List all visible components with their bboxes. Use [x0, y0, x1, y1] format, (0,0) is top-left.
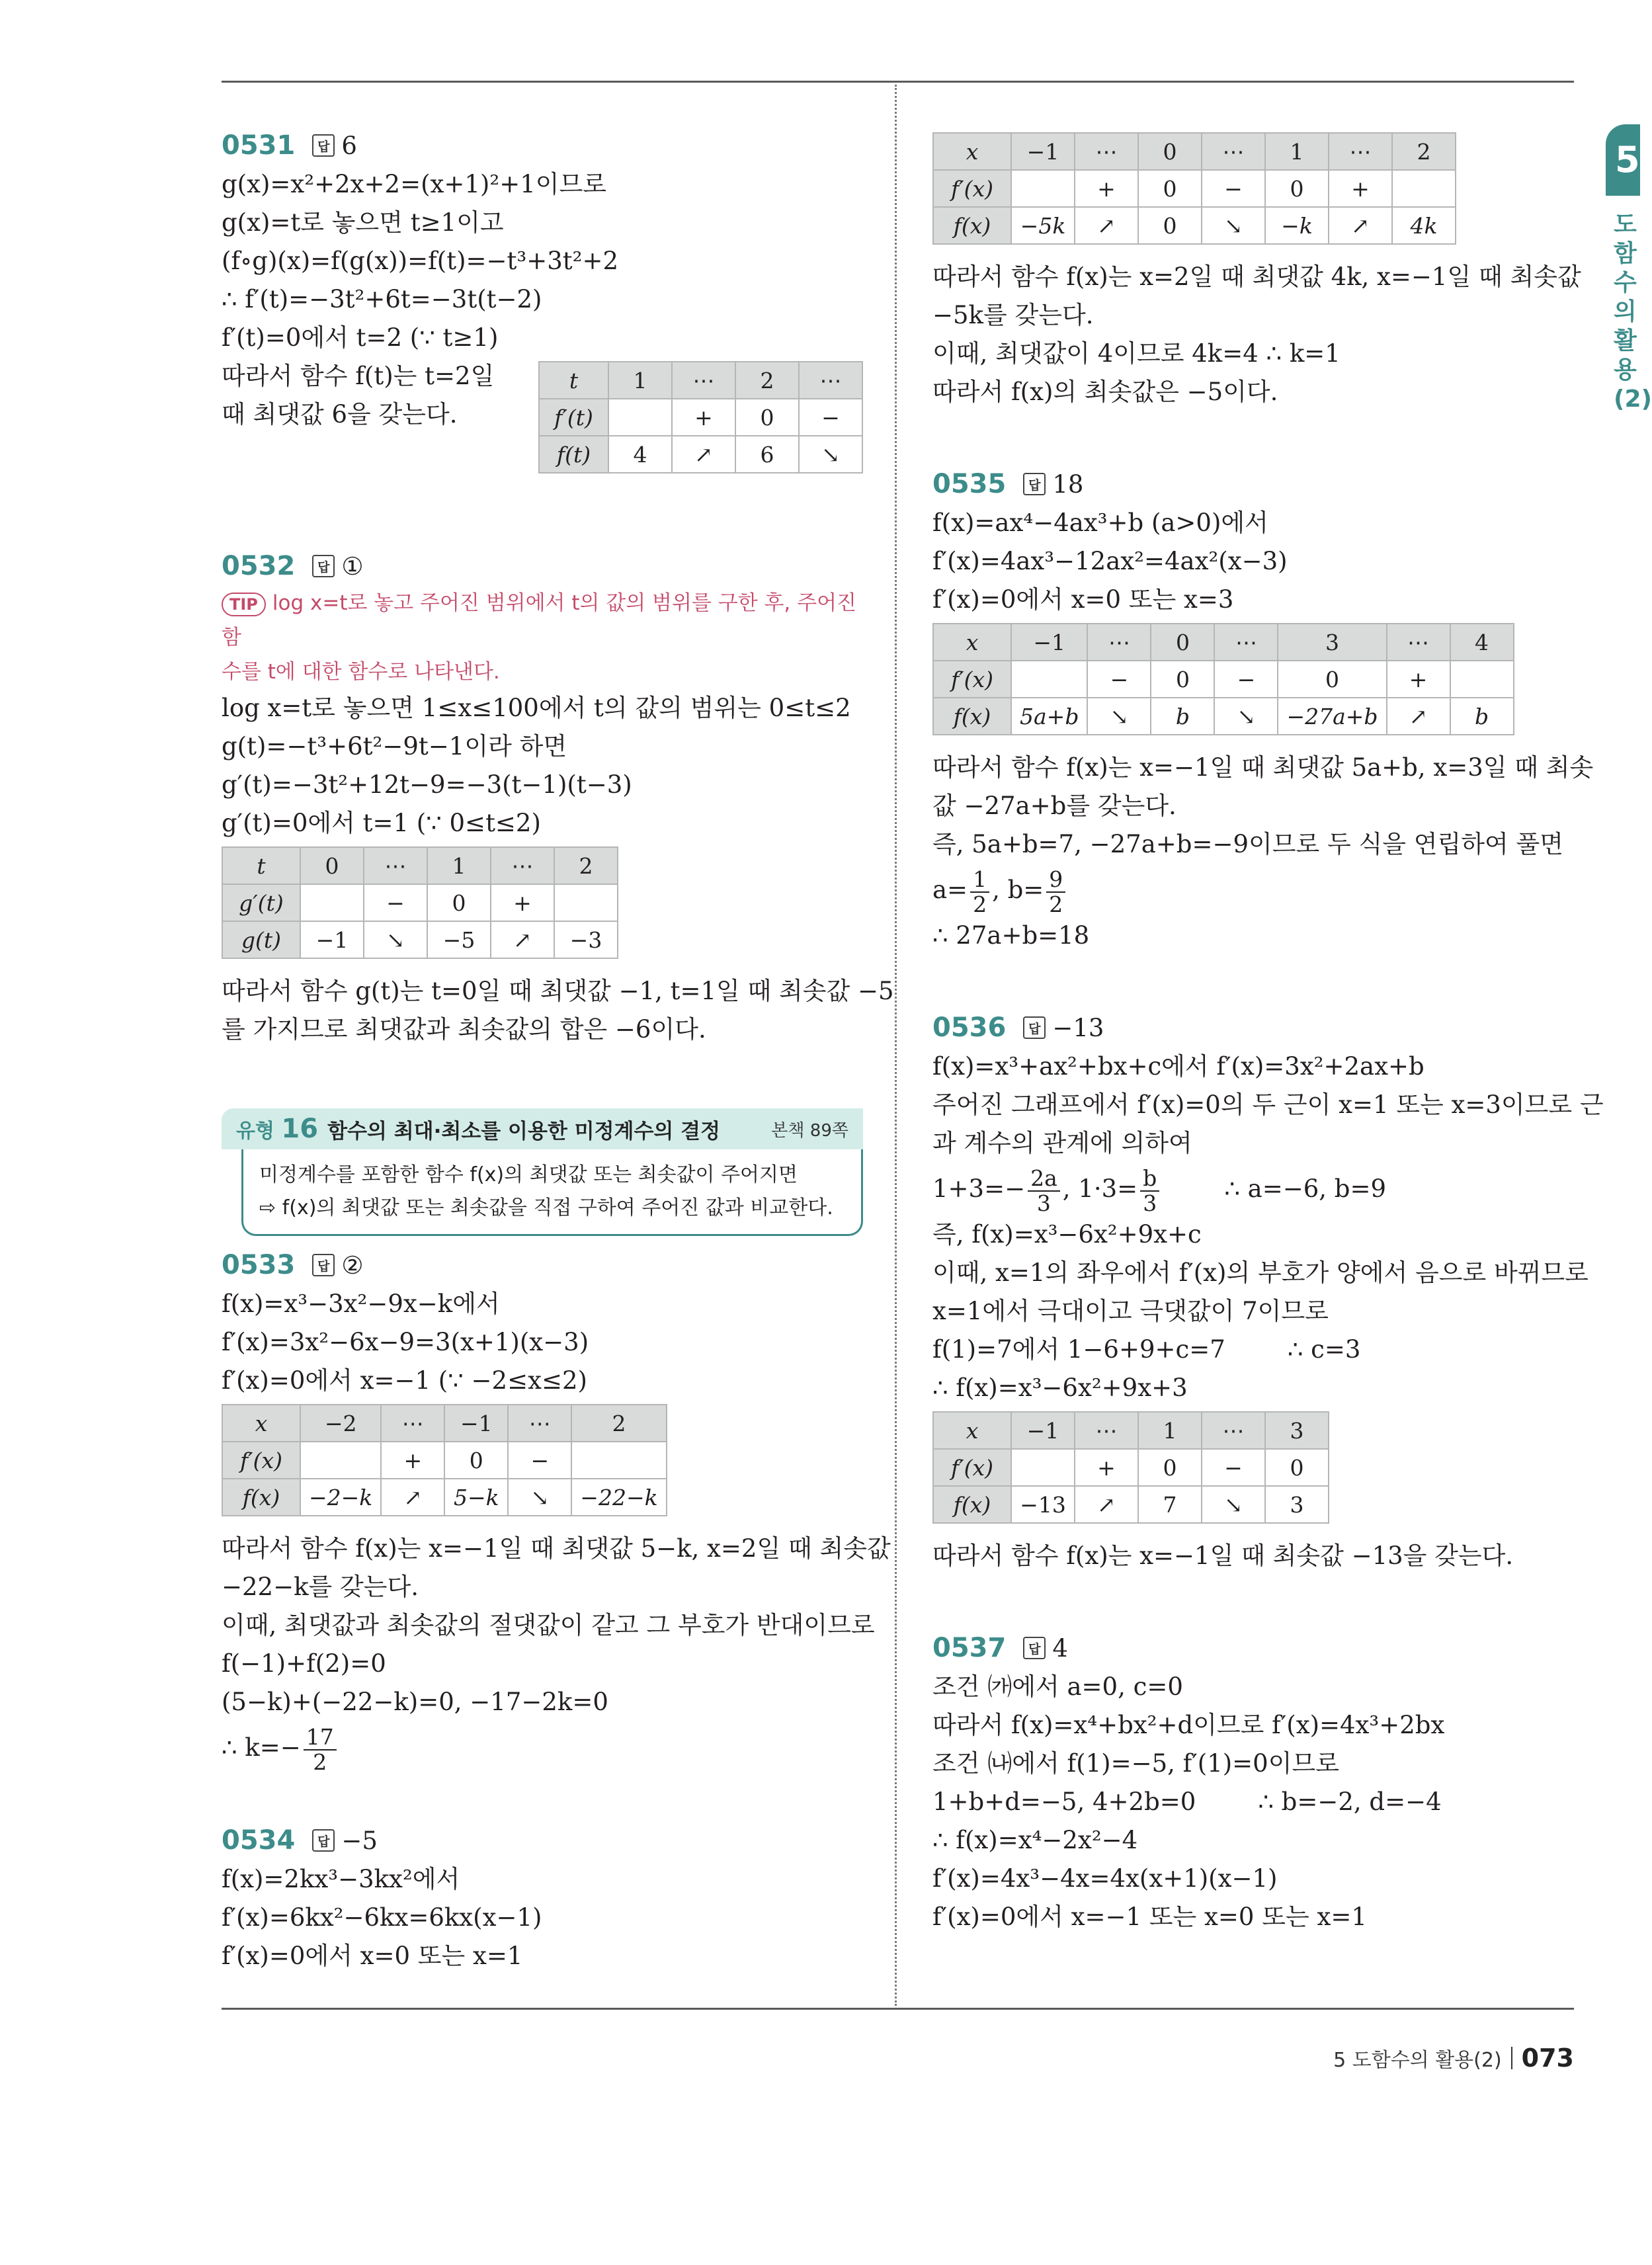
conclusion-line: 따라서 함수 f(x)는 x=−1일 때 최솟값 −13을 갖는다. — [932, 1542, 1514, 1570]
table-cell: f′(x) — [933, 1449, 1011, 1486]
table-cell: −3 — [554, 921, 618, 958]
table-cell — [608, 399, 672, 436]
table-cell: ↘ — [1202, 207, 1265, 244]
table-header-row — [933, 133, 1456, 170]
table-cell: ↗ — [1329, 207, 1392, 244]
problem-0531 — [222, 126, 863, 487]
final-answer-line: ∴ k=− $\frac{17}{2}$ — [222, 1721, 863, 1774]
problem-number: 0537 — [932, 1633, 1007, 1663]
table-cell: − — [799, 399, 862, 436]
table-cell: b — [1450, 698, 1514, 735]
right-column — [932, 132, 1604, 1936]
table-cell: + — [672, 399, 735, 436]
answer — [1023, 1634, 1068, 1663]
increase-decrease-table — [222, 846, 618, 959]
conclusion-line: −22−k를 갖는다. — [222, 1573, 419, 1601]
table-cell: + — [491, 884, 554, 921]
solution-line: g(t)=−t³+6t²−9t−1이라 하면 — [222, 732, 567, 761]
problem-0533 — [222, 1245, 891, 1775]
summary-line: 미정계수를 포함한 함수 f(x)의 최댓값 또는 최솟값이 주어지면 — [259, 1163, 798, 1186]
table-cell: −1 — [300, 921, 364, 958]
table-cell: g(t) — [222, 921, 300, 958]
table-cell: x — [933, 624, 1011, 661]
conclusion-line: 즉, 5a+b=7, −27a+b=−9이므로 두 식을 연립하여 풀면 — [932, 830, 1563, 858]
final-answer-line: ∴ 27a+b=18 — [932, 921, 1090, 950]
table-cell: f′(x) — [222, 1442, 300, 1479]
table-row — [539, 399, 862, 436]
table-cell: ↗ — [1075, 1486, 1138, 1523]
table-row — [539, 436, 862, 473]
table-cell: 0 — [300, 847, 364, 884]
table-cell: −5 — [427, 921, 491, 958]
table-header-row — [933, 624, 1514, 661]
table-cell: 2 — [1392, 133, 1456, 170]
solution-line: f(x)=2kx³−3kx²에서 — [222, 1865, 460, 1893]
table-cell: f(x) — [933, 698, 1011, 735]
solution-line: ∴ f(x)=x⁴−2x²−4 — [932, 1826, 1138, 1854]
conclusion-line: 따라서 함수 f(x)는 x=−1일 때 최댓값 5a+b, x=3일 때 최솟 — [932, 753, 1594, 782]
table-cell: x — [933, 1412, 1011, 1449]
column-divider — [895, 85, 897, 2006]
table-cell: −2 — [300, 1405, 381, 1442]
page-footer — [1333, 2043, 1574, 2073]
table-cell: t — [539, 362, 608, 399]
table-cell: + — [1075, 1449, 1138, 1486]
table-cell — [1011, 661, 1087, 698]
table-cell: 2 — [735, 362, 799, 399]
solution-line: f(x)=x³+ax²+bx+c에서 f′(x)=3x²+2ax+b — [932, 1052, 1425, 1081]
table-cell: ↗ — [1075, 207, 1138, 244]
type-summary-box — [241, 1149, 863, 1236]
table-cell: 0 — [427, 884, 491, 921]
table-cell: ⋯ — [799, 362, 862, 399]
answer-value: −5 — [341, 1826, 378, 1855]
answer — [1023, 470, 1083, 499]
table-cell: ↘ — [1087, 698, 1151, 735]
solution-line: 즉, f(x)=x³−6x²+9x+c — [932, 1220, 1202, 1249]
chapter-tab: 5 — [1606, 124, 1640, 196]
solution-line: f′(x)=0에서 x=0 또는 x=3 — [932, 585, 1234, 614]
table-cell — [300, 884, 364, 921]
table-cell: f′(x) — [933, 170, 1011, 207]
table-cell: ⋯ — [1202, 1412, 1265, 1449]
left-column — [222, 126, 894, 1975]
table-cell — [554, 884, 618, 921]
solution-line: f(x)=ax⁴−4ax³+b (a>0)에서 — [932, 509, 1268, 537]
answer-icon: 답 — [1023, 1637, 1046, 1659]
solution-line: f′(x)=6kx²−6kx=6kx(x−1) — [222, 1903, 542, 1932]
table-cell: ⋯ — [1075, 1412, 1138, 1449]
table-cell: 0 — [1278, 661, 1386, 698]
table-cell — [1011, 1449, 1075, 1486]
solution-line: 이때, x=1의 좌우에서 f′(x)의 부호가 양에서 음으로 바뀌므로 — [932, 1258, 1589, 1287]
chapter-side-title: 도함수의 활용(2) — [1614, 211, 1652, 413]
solution-line: f′(x)=3x²−6x−9=3(x+1)(x−3) — [222, 1328, 589, 1356]
table-cell: −13 — [1011, 1486, 1075, 1523]
table-cell: −1 — [1011, 1412, 1075, 1449]
table-cell: 4 — [1450, 624, 1514, 661]
problem-0532 — [222, 546, 894, 1049]
table-row — [222, 921, 618, 958]
answer — [312, 132, 357, 160]
solution-line: 조건 ㈎에서 a=0, c=0 — [932, 1672, 1183, 1701]
table-cell: − — [1214, 661, 1278, 698]
table-cell: + — [1387, 661, 1450, 698]
type-title: 함수의 최대·최소를 이용한 미정계수의 결정 — [327, 1119, 721, 1143]
tip-text: 수를 t에 대한 함수로 나타낸다. — [222, 660, 500, 684]
answer-value: 6 — [341, 131, 357, 160]
answer-value: −13 — [1052, 1013, 1104, 1042]
table-cell: − — [1202, 1449, 1265, 1486]
conclusion-line: 를 가지므로 최댓값과 최솟값의 합은 −6이다. — [222, 1015, 706, 1044]
tip-line — [222, 586, 863, 655]
table-cell: 2 — [554, 847, 618, 884]
table-cell: f(t) — [539, 436, 608, 473]
table-cell — [571, 1442, 666, 1479]
table-cell: f′(t) — [539, 399, 608, 436]
table-cell: −1 — [1011, 133, 1075, 170]
table-cell: ↘ — [508, 1479, 571, 1516]
conclusion-line: 이때, 최댓값이 4이므로 4k=4 ∴ k=1 — [932, 339, 1341, 368]
increase-decrease-table — [222, 1404, 667, 1516]
table-cell: −27a+b — [1278, 698, 1386, 735]
type-header — [222, 1108, 863, 1149]
table-cell: t — [222, 847, 300, 884]
problem-number: 0531 — [222, 130, 296, 161]
tip-text: log x=t로 놓고 주어진 범위에서 t의 값의 범위를 구한 후, 주어진 함 — [222, 591, 856, 649]
conclusion-line: 따라서 함수 f(t)는 t=2일 — [222, 362, 495, 390]
type-label: 유형 16 — [236, 1114, 319, 1144]
conclusion-line: (5−k)+(−22−k)=0, −17−2k=0 — [222, 1688, 608, 1716]
table-cell: − — [364, 884, 427, 921]
increase-decrease-table — [932, 623, 1514, 735]
table-cell: 1 — [1265, 133, 1329, 170]
solution-line: (f∘g)(x)=f(g(x))=f(t)=−t³+3t²+2 — [222, 247, 619, 275]
table-cell: 0 — [1151, 661, 1214, 698]
answer-icon: 답 — [312, 134, 335, 157]
summary-line: ⇨ f(x)의 최댓값 또는 최솟값을 직접 구하여 주어진 값과 비교한다. — [259, 1196, 833, 1219]
answer-value: ① — [341, 552, 364, 581]
answer-icon: 답 — [312, 555, 335, 577]
type-16-section — [222, 1108, 863, 1236]
table-cell: ⋯ — [364, 847, 427, 884]
table-row — [933, 170, 1456, 207]
solution-line: f′(x)=0에서 x=−1 또는 x=0 또는 x=1 — [932, 1903, 1367, 1931]
answer-value: 4 — [1052, 1633, 1068, 1663]
table-row — [933, 661, 1514, 698]
solution-line: log x=t로 놓으면 1≤x≤100에서 t의 값의 범위는 0≤t≤2 — [222, 694, 851, 722]
solution-line: g(x)=x²+2x+2=(x+1)²+1이므로 — [222, 170, 606, 198]
table-cell: 0 — [1138, 133, 1202, 170]
table-cell: 0 — [1151, 624, 1214, 661]
table-cell: 6 — [735, 436, 799, 473]
problem-number: 0533 — [222, 1250, 296, 1280]
conclusion-line: 따라서 함수 f(x)는 x=−1일 때 최댓값 5−k, x=2일 때 최솟값 — [222, 1534, 891, 1563]
solution-line: g′(t)=0에서 t=1 (∵ 0≤t≤2) — [222, 809, 541, 837]
tip-badge: TIP — [222, 593, 266, 616]
table-cell: 1 — [427, 847, 491, 884]
table-cell: + — [1075, 170, 1138, 207]
table-cell: 4k — [1392, 207, 1456, 244]
table-cell: + — [1329, 170, 1392, 207]
table-row — [222, 884, 618, 921]
table-cell: ↘ — [1202, 1486, 1265, 1523]
root-coefficient-line: 1+3=− $\frac{2a}{3}$ , 1·3= $\frac{b}{3}$ ∴ a=−6, b=9 — [932, 1165, 1387, 1216]
top-rule — [222, 81, 1574, 83]
table-cell: 0 — [1265, 170, 1329, 207]
conclusion-line: f(−1)+f(2)=0 — [222, 1649, 386, 1678]
solution-line: f′(t)=0에서 t=2 (∵ t≥1) — [222, 323, 499, 352]
table-cell: ↘ — [1214, 698, 1278, 735]
solution-line: f′(x)=4ax³−12ax²=4ax²(x−3) — [932, 547, 1288, 575]
answer-icon: 답 — [312, 1254, 335, 1276]
table-cell: 0 — [444, 1442, 508, 1479]
table-cell: ⋯ — [491, 847, 554, 884]
table-cell: 3 — [1265, 1486, 1329, 1523]
table-cell: 3 — [1278, 624, 1386, 661]
table-cell: 1 — [1138, 1412, 1202, 1449]
table-row — [933, 698, 1514, 735]
table-cell: x — [222, 1405, 300, 1442]
table-cell: ↗ — [491, 921, 554, 958]
table-cell: −k — [1265, 207, 1329, 244]
table-cell: ⋯ — [381, 1405, 444, 1442]
table-cell: 2 — [571, 1405, 666, 1442]
table-cell: −1 — [1011, 624, 1087, 661]
table-cell: 3 — [1265, 1412, 1329, 1449]
table-cell: 4 — [608, 436, 672, 473]
table-row — [222, 1442, 667, 1479]
table-cell: −5k — [1011, 207, 1075, 244]
answer-icon: 답 — [312, 1829, 335, 1852]
table-cell: 5−k — [444, 1479, 508, 1516]
table-row — [933, 1449, 1329, 1486]
table-cell — [300, 1442, 381, 1479]
solution-line: 따라서 f(x)=x⁴+bx²+d이므로 f′(x)=4x³+2bx — [932, 1711, 1445, 1739]
conclusion-line: 따라서 f(x)의 최솟값은 −5이다. — [932, 378, 1278, 406]
increase-decrease-table — [932, 1411, 1329, 1524]
conclusion-line: 따라서 함수 f(x)는 x=2일 때 최댓값 4k, x=−1일 때 최솟값 — [932, 263, 1581, 291]
answer-icon: 답 — [1023, 473, 1046, 495]
table-cell: −22−k — [571, 1479, 666, 1516]
problem-0536 — [932, 1008, 1604, 1575]
problem-0534 — [222, 1821, 863, 1975]
problem-0535 — [932, 464, 1594, 955]
answer — [312, 552, 363, 581]
table-cell: 0 — [1138, 170, 1202, 207]
table-cell: −1 — [444, 1405, 508, 1442]
table-row — [222, 1479, 667, 1516]
table-cell: − — [508, 1442, 571, 1479]
table-cell: 7 — [1138, 1486, 1202, 1523]
table-cell: b — [1151, 698, 1214, 735]
conclusion-line: 이때, 최댓값과 최솟값의 절댓값이 같고 그 부호가 반대이므로 — [222, 1611, 875, 1639]
table-cell: ⋯ — [508, 1405, 571, 1442]
bottom-rule — [222, 2008, 1574, 2010]
solution-line: f′(x)=4x³−4x=4x(x+1)(x−1) — [932, 1864, 1278, 1893]
solution-line: ∴ f(x)=x³−6x²+9x+3 — [932, 1374, 1188, 1402]
answer-icon: 답 — [1023, 1016, 1046, 1039]
table-cell: f(x) — [222, 1479, 300, 1516]
problem-number: 0532 — [222, 551, 296, 581]
increase-decrease-table — [538, 361, 863, 474]
table-cell: ⋯ — [1075, 133, 1138, 170]
table-cell: g′(t) — [222, 884, 300, 921]
table-cell: 5a+b — [1011, 698, 1087, 735]
table-cell: ↗ — [672, 436, 735, 473]
table-cell: ↗ — [381, 1479, 444, 1516]
conclusion-line: 따라서 함수 g(t)는 t=0일 때 최댓값 −1, t=1일 때 최솟값 −5 — [222, 977, 894, 1005]
answer — [1023, 1014, 1104, 1042]
solution-line: f(x)=x³−3x²−9x−k에서 — [222, 1290, 500, 1318]
table-header-row — [933, 1412, 1329, 1449]
solution-line: f′(x)=0에서 x=−1 (∵ −2≤x≤2) — [222, 1366, 587, 1395]
problem-0537 — [932, 1628, 1574, 1936]
table-cell: ↗ — [1387, 698, 1450, 735]
table-cell — [1450, 661, 1514, 698]
table-cell: ↘ — [799, 436, 862, 473]
table-row — [933, 1486, 1329, 1523]
conclusion-line: 때 최댓값 6을 갖는다. — [222, 400, 458, 429]
table-cell: 0 — [1138, 1449, 1202, 1486]
table-cell: ⋯ — [1214, 624, 1278, 661]
table-cell: ⋯ — [1329, 133, 1392, 170]
table-cell: ⋯ — [1202, 133, 1265, 170]
table-row — [933, 207, 1456, 244]
table-cell — [1011, 170, 1075, 207]
table-cell: 0 — [735, 399, 799, 436]
page-number: 073 — [1521, 2043, 1574, 2073]
solution-line: f(1)=7에서 1−6+9+c=7 ∴ c=3 — [932, 1335, 1361, 1364]
conclusion-line: −5k를 갖는다. — [932, 301, 1094, 329]
solution-line: 주어진 그래프에서 f′(x)=0의 두 근이 x=1 또는 x=3이므로 근 — [932, 1091, 1604, 1119]
solution-line: f′(x)=0에서 x=0 또는 x=1 — [222, 1942, 523, 1970]
answer — [312, 1827, 378, 1855]
table-cell: 0 — [1265, 1449, 1329, 1486]
solution-line: 과 계수의 관계에 의하여 — [932, 1129, 1192, 1157]
table-cell: −2−k — [300, 1479, 381, 1516]
table-cell: f(x) — [933, 207, 1011, 244]
answer-value: 18 — [1052, 470, 1084, 499]
problem-number: 0534 — [222, 1825, 296, 1856]
table-cell: 0 — [1138, 207, 1202, 244]
footer-chapter: 5 도함수의 활용(2) — [1333, 2049, 1502, 2072]
table-cell: ⋯ — [1087, 624, 1151, 661]
table-cell: f′(x) — [933, 661, 1011, 698]
footer-separator — [1511, 2047, 1512, 2069]
solution-line: 1+b+d=−5, 4+2b=0 ∴ b=−2, d=−4 — [932, 1788, 1442, 1816]
answer — [312, 1251, 363, 1280]
problem-0534-continued — [932, 132, 1581, 411]
table-cell: − — [1087, 661, 1151, 698]
table-cell: f(x) — [933, 1486, 1011, 1523]
solution-values-line: a= $\frac{1}{2}$ , b= $\frac{9}{2}$ — [932, 864, 1574, 917]
table-header-row — [539, 362, 862, 399]
table-cell: + — [381, 1442, 444, 1479]
table-cell: ⋯ — [672, 362, 735, 399]
table-cell: − — [1202, 170, 1265, 207]
problem-number: 0536 — [932, 1012, 1007, 1043]
table-header-row — [222, 1405, 667, 1442]
table-cell: ⋯ — [1387, 624, 1450, 661]
solution-line: ∴ f′(t)=−3t²+6t=−3t(t−2) — [222, 285, 542, 313]
solution-line: g(x)=t로 놓으면 t≥1이고 — [222, 208, 504, 237]
solution-line: x=1에서 극대이고 극댓값이 7이므로 — [932, 1297, 1329, 1325]
table-header-row — [222, 847, 618, 884]
answer-value: ② — [341, 1251, 364, 1280]
solution-line: 조건 ㈏에서 f(1)=−5, f′(1)=0이므로 — [932, 1749, 1339, 1778]
table-cell: x — [933, 133, 1011, 170]
solution-line: g′(t)=−3t²+12t−9=−3(t−1)(t−3) — [222, 770, 632, 799]
table-cell — [1392, 170, 1456, 207]
table-cell: ↘ — [364, 921, 427, 958]
conclusion-line: 값 −27a+b를 갖는다. — [932, 792, 1177, 820]
table-cell: 1 — [608, 362, 672, 399]
problem-number: 0535 — [932, 469, 1007, 499]
textbook-reference: 본책 89쪽 — [771, 1120, 848, 1141]
increase-decrease-table — [932, 132, 1456, 245]
